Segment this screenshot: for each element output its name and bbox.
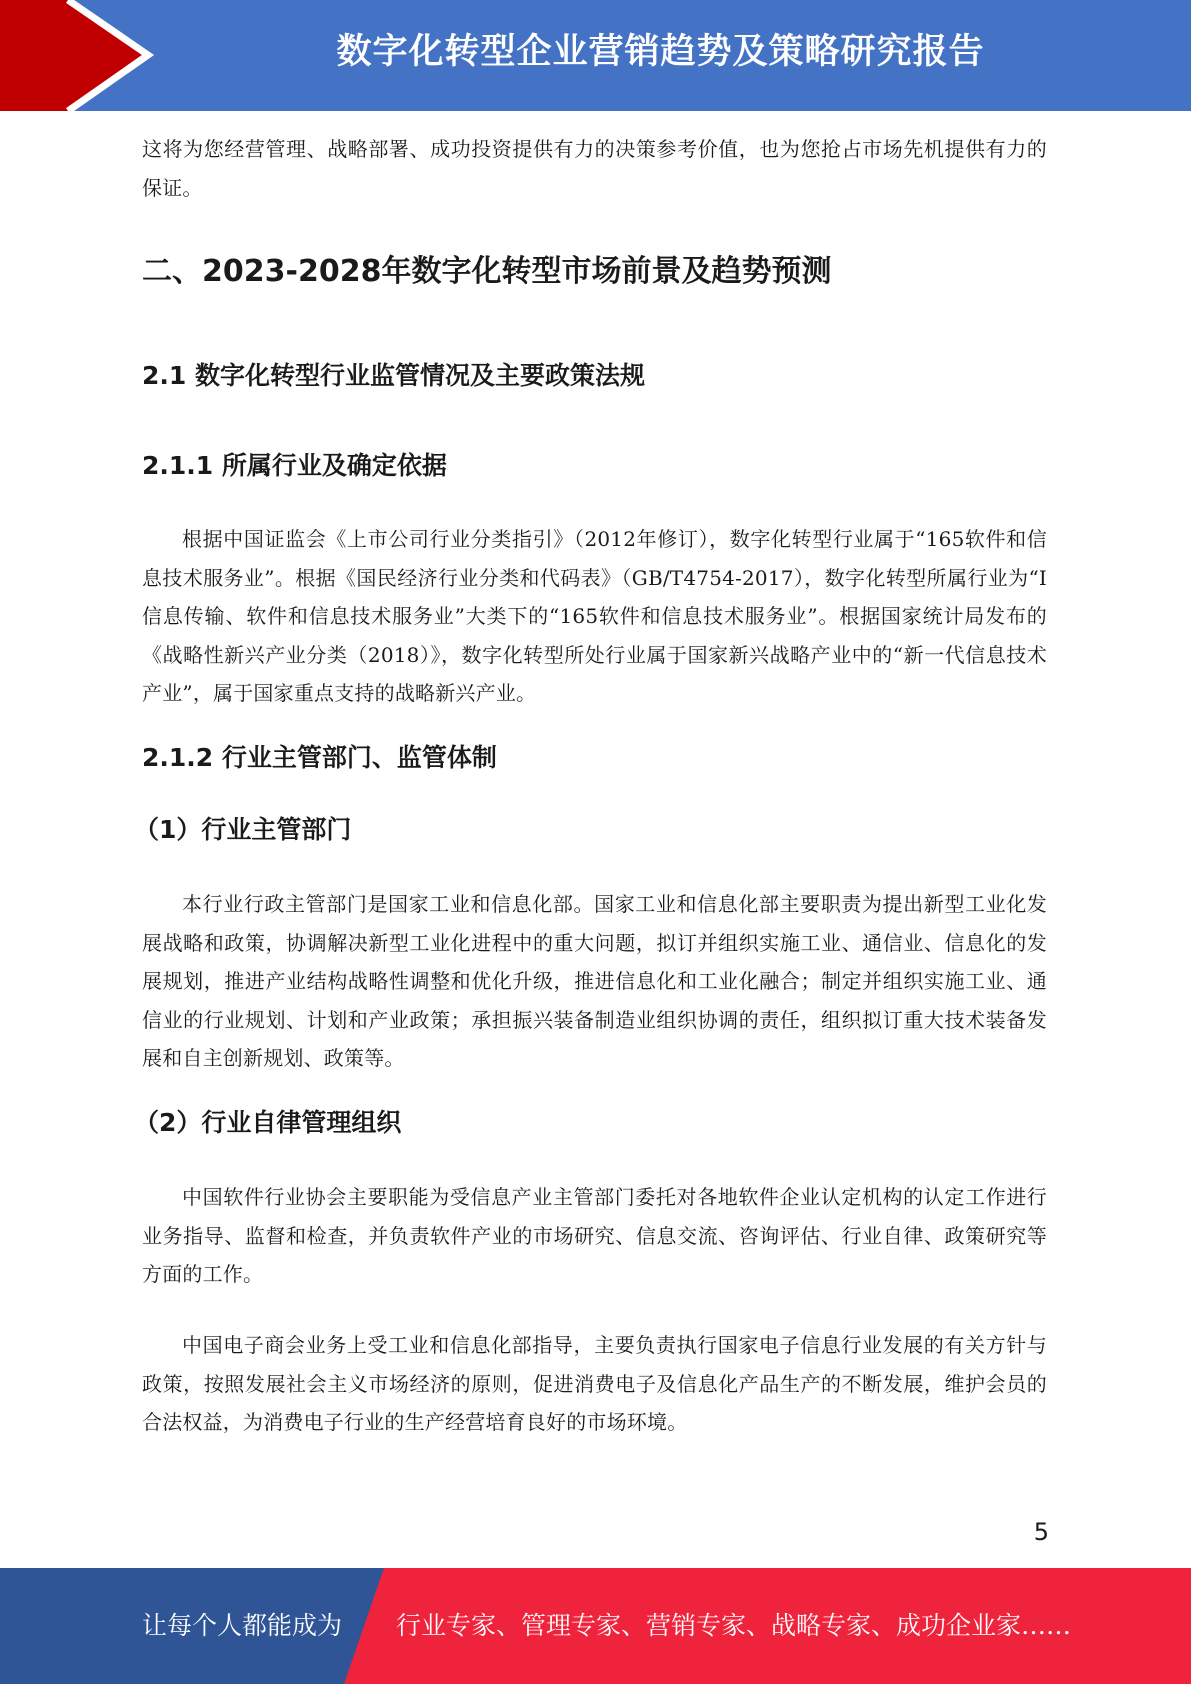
- paragraph-electronics-chamber: 中国电子商会业务上受工业和信息化部指导，主要负责执行国家电子信息行业发展的有关方针与政策，按照发展社会主义市场经济的原则，促进消费电子及信息化产品生产的不断发展，维护会员的合法权益，为消费电子行业的生产经营培育良好的市场环境。: [142, 1333, 1047, 1434]
- subsection-2-1-title: 2.1 数字化转型行业监管情况及主要政策法规: [142, 361, 645, 390]
- paragraph-regulator: 本行业行政主管部门是国家工业和信息化部。国家工业和信息化部主要职责为提出新型工业化发展战略和政策，协调解决新型工业化进程中的重大问题，拟订并组织实施工业、通信业、信息化的发展规划，推进产业结构战略性调整和优化升级，推进信息化和工业化融合；制定并组织实施工业、通信业的行业规划、计划和产业政策；承担振兴装备制造业组织协调的责任，组织拟订重大技术装备发展和自主创新规划、政策等。: [142, 892, 1047, 1070]
- page-footer: [0, 1568, 1191, 1684]
- subsection-2-1-2-title: 2.1.2 行业主管部门、监管体制: [142, 743, 497, 772]
- heading-regulator: （1）行业主管部门: [134, 815, 352, 844]
- heading-self-regulatory: （2）行业自律管理组织: [134, 1108, 402, 1137]
- section-title: 二、2023-2028年数字化转型市场前景及趋势预测: [142, 254, 832, 289]
- paragraph-software-association: 中国软件行业协会主要职能为受信息产业主管部门委托对各地软件企业认定机构的认定工作进行业务指导、监督和检查，并负责软件产业的市场研究、信息交流、咨询评估、行业自律、政策研究等方面的工作。: [142, 1185, 1047, 1286]
- page-header: [0, 0, 1191, 111]
- subsection-2-1-1-title: 2.1.1 所属行业及确定依据: [142, 451, 447, 480]
- page-number: 5: [1033, 1518, 1049, 1546]
- paragraph-2-1-1: 根据中国证监会《上市公司行业分类指引》（2012年修订），数字化转型行业属于“165软件和信息技术服务业”。根据《国民经济行业分类和代码表》（GB/T4754-2017），数字化转型所属行业为“I信息传输、软件和信息技术服务业”大类下的“165软件和信息技术服务业”。根据国家统计局发布的《战略性新兴产业分类（2018）》，数字化转型所处行业属于国家新兴战略产业中的“新一代信息技术产业”，属于国家重点支持的战略新兴产业。: [142, 527, 1048, 705]
- header-title: 数字化转型企业营销趋势及策略研究报告: [336, 32, 985, 72]
- footer-slogan-right: 行业专家、管理专家、营销专家、战略专家、成功企业家……: [396, 1611, 1072, 1640]
- footer-slogan-left: 让每个人都能成为: [142, 1611, 343, 1640]
- intro-paragraph: 这将为您经营管理、战略部署、成功投资提供有力的决策参考价值，也为您抢占市场先机提供有力的保证。: [142, 137, 1047, 200]
